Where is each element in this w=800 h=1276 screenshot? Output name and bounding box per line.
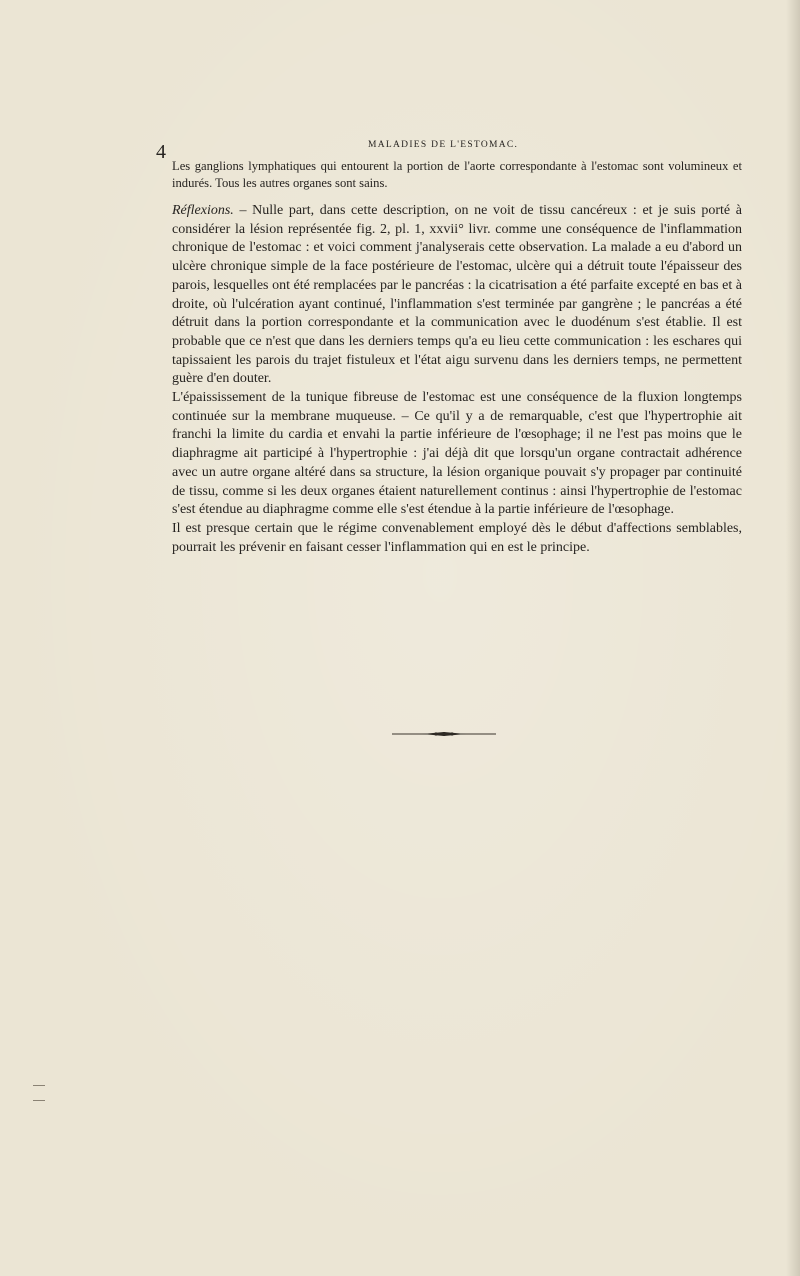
fleuron-divider-icon bbox=[392, 729, 496, 739]
paragraph-text: – Nulle part, dans cette description, on ne voit de tissu cancéreux : et je suis porté à considérer la lésion représentée fig. 2, pl. 1, xxvii° livr. comme une conséquence de l'inflammation chronique de l'estomac : et voici comment j'analyserais cette observation. La malade a eu d'abord un ulcère chronique simple de la face postérieure de l'estomac, ulcère qui a détruit toute l'épaisseur des parois, lesquelles ont été remplacées par le pancréas : la cicatrisation a été parfaite excepté en bas et à droite, où l'ulcération ayant continué, l'inflammation s'est terminée par gangrène ; le pancréas a été détruit dans la portion correspondante et la communication avec le duodénum s'est établie. Il est probable que ce n'est que dans les derniers temps qu'a eu lieu cette communication : les eschares qui tapissaient les parois du trajet fistuleux et l'état aigu survenu dans les derniers temps, ne permettent guère d'en douter. bbox=[172, 203, 742, 387]
paragraph-ganglions bbox=[172, 158, 742, 192]
paragraph-text: L'épaississement de la tunique fibreuse de l'estomac est une conséquence de la fluxion longtemps continuée sur la membrane muqueuse. – Ce qu'il y a de remarquable, c'est que l'hypertrophie ait franchi la limite du cardia et envahi la partie inférieure de l'œsophage; il ne l'est pas moins que le diaphragme ait participé à l'hypertrophie : j'ai déjà dit que lorsqu'un organe contractait adhérence avec un autre organe altéré dans sa structure, la lésion organique pouvait s'y propager par continuité de tissu, comme si les deux organes étaient naturellement continus : ainsi l'hypertrophie de l'estomac s'est étendue au diaphragme comme elle s'est étendue à la partie inférieure de l'œsophage. bbox=[172, 390, 742, 518]
page-edge-shadow bbox=[786, 0, 800, 1276]
text-body bbox=[172, 158, 742, 557]
page-number: 4 bbox=[156, 141, 166, 163]
margin-mark bbox=[33, 1085, 45, 1086]
running-head: MALADIES DE L'ESTOMAC. bbox=[368, 140, 519, 150]
paragraph-text: Il est presque certain que le régime convenablement employé dès le début d'affections semblables, pourrait les prévenir en faisant cesser l'inflammation qui en est le principe. bbox=[172, 520, 742, 555]
paragraph-epaississement bbox=[172, 389, 742, 520]
paragraph-regime bbox=[172, 520, 742, 557]
paragraph-reflexions bbox=[172, 202, 742, 389]
paragraph-lead: Réflexions. bbox=[172, 203, 234, 218]
paragraph-text: Les ganglions lymphatiques qui entourent la portion de l'aorte correspondante à l'estomac sont volumineux et indurés. Tous les autres organes sont sains. bbox=[172, 159, 742, 190]
margin-mark bbox=[33, 1100, 45, 1101]
